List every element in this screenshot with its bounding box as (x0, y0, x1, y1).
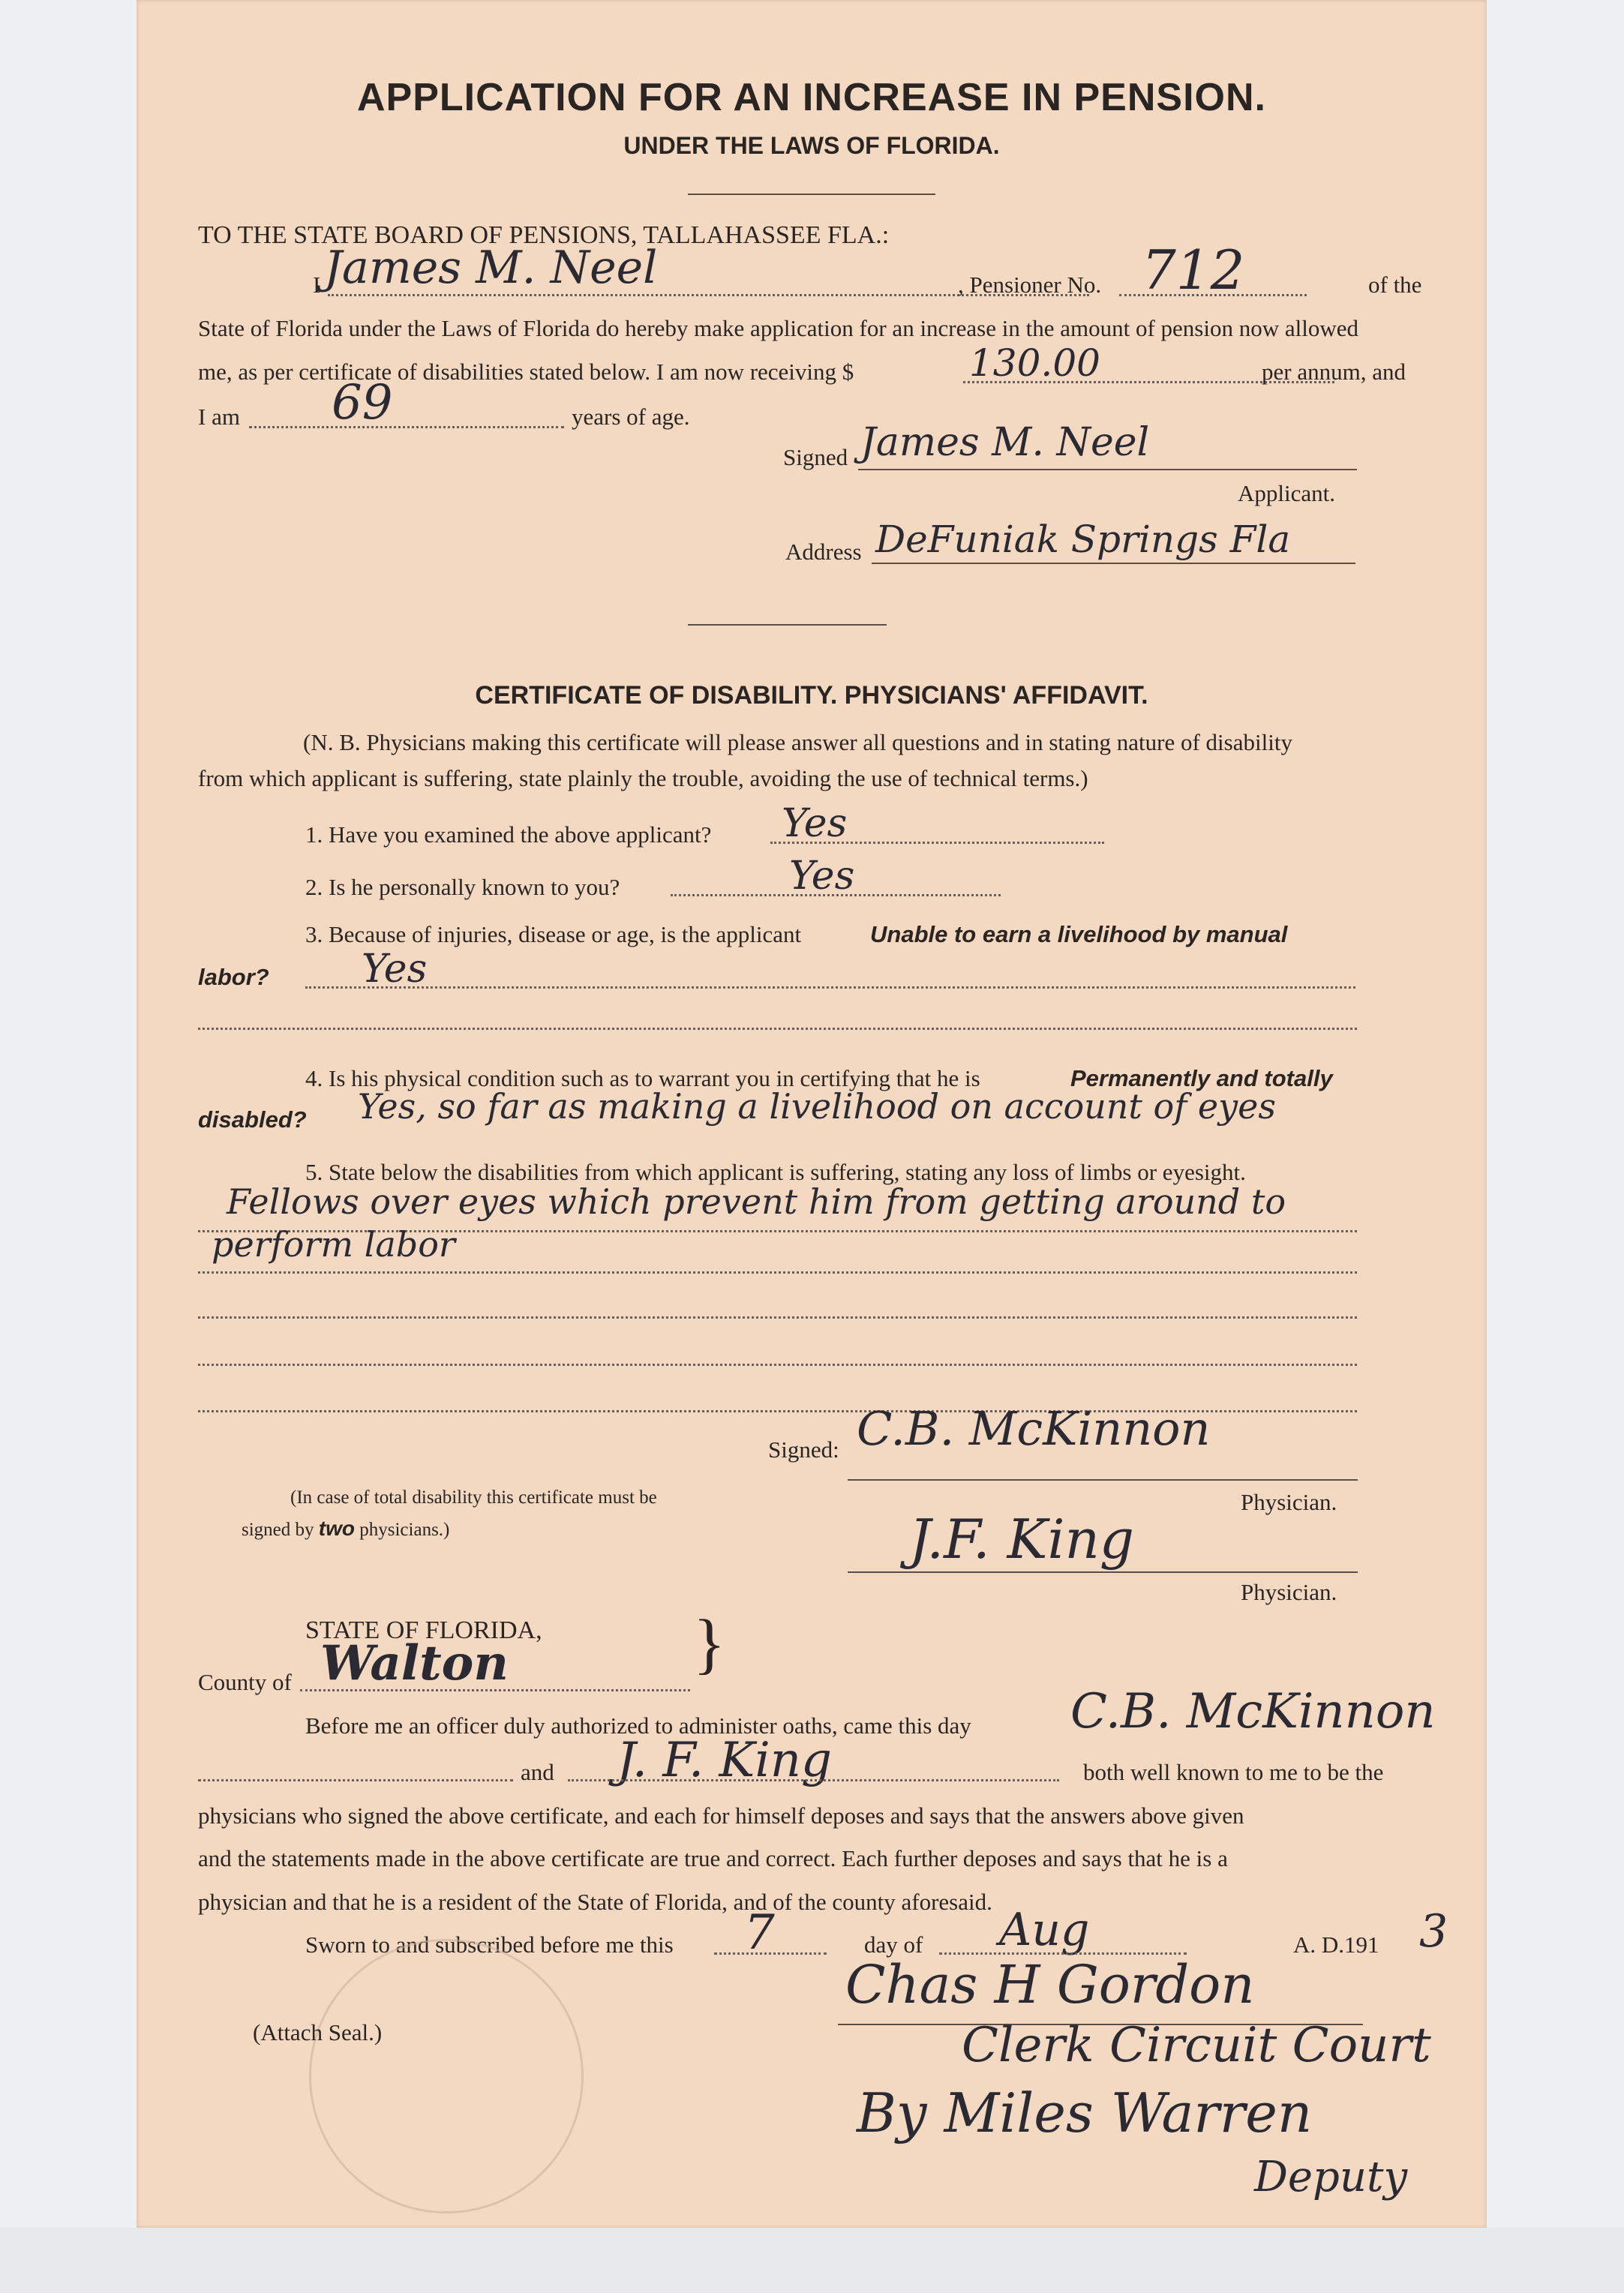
attach-seal-label: (Attach Seal.) (253, 2019, 383, 2045)
question-5: 5. State below the disabilities from which applicant is suffering, stating any loss of limbs or eyesight. (305, 1159, 1246, 1185)
i-am-label: I am (198, 404, 240, 430)
answer-5-line-4 (198, 1364, 1357, 1366)
application-body-2: me, as per certificate of disabilities stated below. I am now receiving $ (198, 359, 854, 385)
of-the-label: of the (1368, 272, 1422, 298)
section-divider (688, 624, 887, 626)
affidavit-body-1: physicians who signed the above certificate, and each for himself deposes and says that the answers above given (198, 1802, 1244, 1829)
sworn-day-line (714, 1952, 827, 1955)
i-label: I (313, 272, 321, 298)
clerk-title-handwritten: Clerk Circuit Court (962, 2018, 1431, 2073)
answer-2-line (671, 894, 1001, 896)
applicant-name-handwritten: James M. Neel (324, 242, 658, 294)
county-brace: } (693, 1607, 726, 1681)
answer-5-line-1-handwritten: Fellows over eyes which prevent him from getting around to (227, 1181, 1286, 1222)
sworn-year-digit-handwritten: 3 (1419, 1905, 1448, 1958)
sworn-day-handwritten: 7 (744, 1905, 775, 1961)
affidavit-body-3: physician and that he is a resident of the State of Florida, and of the county aforesaid. (198, 1889, 992, 1915)
and-label: and (521, 1759, 554, 1785)
age-line (249, 426, 564, 428)
answer-5-line-3 (198, 1316, 1357, 1319)
total-disability-note-2b: physicians.) (359, 1520, 450, 1540)
county-handwritten: Walton (320, 1635, 509, 1691)
question-4-emphasis-2: disabled? (198, 1106, 307, 1133)
both-well-known: both well known to me to be the (1083, 1759, 1384, 1785)
affidavit-physician-1-handwritten: C.B. McKinnon (1070, 1684, 1436, 1739)
application-body-1: State of Florida under the Laws of Florida do hereby make application for an increase in the amount of pension now allowed (198, 315, 1358, 341)
to-line: TO THE STATE BOARD OF PENSIONS, TALLAHASSEE FLA.: (198, 221, 890, 249)
sworn-label: Sworn to and subscribed before me this (305, 1931, 674, 1958)
question-3-emphasis: Unable to earn a livelihood by manual (870, 921, 1288, 947)
age-handwritten: 69 (332, 375, 393, 431)
years-of-age-label: years of age. (572, 404, 690, 430)
answer-3-line-2 (198, 1028, 1357, 1030)
clerk-signature-handwritten: Chas H Gordon (845, 1954, 1255, 2015)
answer-5-line-2-handwritten: perform labor (212, 1224, 455, 1265)
answer-4-handwritten: Yes, so far as making a livelihood on account of eyes (358, 1086, 1276, 1127)
answer-5-line-2 (198, 1271, 1357, 1274)
question-1: 1. Have you examined the above applicant? (305, 821, 712, 848)
affidavit-body-2: and the statements made in the above certificate are true and correct. Each further deposes and says that he is a (198, 1845, 1228, 1871)
county-line (300, 1689, 690, 1691)
answer-3-handwritten: Yes (362, 947, 428, 992)
answer-1-line (770, 842, 1104, 844)
applicant-signature-line (858, 469, 1357, 470)
amount-handwritten: 130.00 (969, 341, 1100, 385)
state-of-florida: STATE OF FLORIDA, (305, 1616, 542, 1644)
sworn-month-handwritten: Aug (999, 1904, 1090, 1956)
pensioner-number-handwritten: 712 (1142, 239, 1245, 302)
address-label: Address (785, 539, 862, 565)
physician-1-label: Physician. (1241, 1489, 1337, 1515)
physician-1-signature-line (848, 1479, 1358, 1481)
certificate-heading: CERTIFICATE OF DISABILITY. PHYSICIANS' AFFIDAVIT. (475, 681, 1148, 710)
applicant-signature-handwritten: James M. Neel (860, 420, 1150, 465)
deputy-title-handwritten: Deputy (1254, 2153, 1408, 2201)
before-me-line: Before me an officer duly authorized to administer oaths, came this day (305, 1712, 971, 1739)
certificate-note-2: from which applicant is suffering, state plainly the trouble, avoiding the use of technical terms.) (198, 765, 1088, 791)
physician-2-signature-line (848, 1571, 1358, 1573)
signed-applicant-label: Signed (783, 444, 848, 470)
affidavit-blank-line (198, 1779, 513, 1781)
total-disability-two: two (318, 1517, 355, 1540)
affidavit-physician-2-line (568, 1779, 1059, 1781)
pensioner-no-label: , Pensioner No. (958, 272, 1102, 298)
answer-3-line (305, 986, 1355, 989)
certificate-note-1: (N. B. Physicians making this certificate will please answer all questions and in stating nature of disability (303, 729, 1292, 755)
address-handwritten: DeFuniak Springs Fla (875, 518, 1291, 561)
physician-2-signature-handwritten: J.F. King (909, 1508, 1134, 1571)
document-title: APPLICATION FOR AN INCREASE IN PENSION. (357, 76, 1266, 119)
address-line (872, 563, 1355, 564)
document-subtitle: UNDER THE LAWS OF FLORIDA. (623, 132, 1000, 159)
document-page (137, 0, 1487, 2228)
ad-label: A. D.191 (1293, 1931, 1379, 1958)
question-3: 3. Because of injuries, disease or age, is the applicant (305, 921, 802, 947)
physician-1-signature-handwritten: C.B. McKinnon (857, 1401, 1211, 1456)
pensioner-no-line (1119, 294, 1307, 296)
scan-background-strip (0, 2228, 1624, 2293)
question-4-emphasis: Permanently and totally (1070, 1065, 1333, 1091)
deputy-signature-handwritten: By Miles Warren (857, 2081, 1313, 2144)
question-4: 4. Is his physical condition such as to warrant you in certifying that he is (305, 1065, 980, 1091)
applicant-label: Applicant. (1238, 480, 1335, 506)
physician-2-label: Physician. (1241, 1579, 1337, 1605)
county-label: County of (198, 1669, 292, 1695)
day-of-label: day of (864, 1931, 923, 1958)
affidavit-physician-2-handwritten: J. F. King (617, 1733, 832, 1788)
question-3-emphasis-2: labor? (198, 964, 269, 990)
total-disability-note-2 (242, 1517, 449, 1541)
answer-1-handwritten: Yes (782, 801, 848, 846)
header-divider (688, 194, 935, 195)
answer-2-handwritten: Yes (789, 854, 855, 899)
embossed-seal-icon (309, 1939, 584, 2213)
per-annum-label: per annum, and (1262, 359, 1406, 385)
total-disability-note-2a: signed by (242, 1520, 314, 1540)
question-2: 2. Is he personally known to you? (305, 874, 620, 900)
total-disability-note-1: (In case of total disability this certificate must be (290, 1487, 657, 1508)
physician-signed-label: Signed: (768, 1436, 839, 1463)
